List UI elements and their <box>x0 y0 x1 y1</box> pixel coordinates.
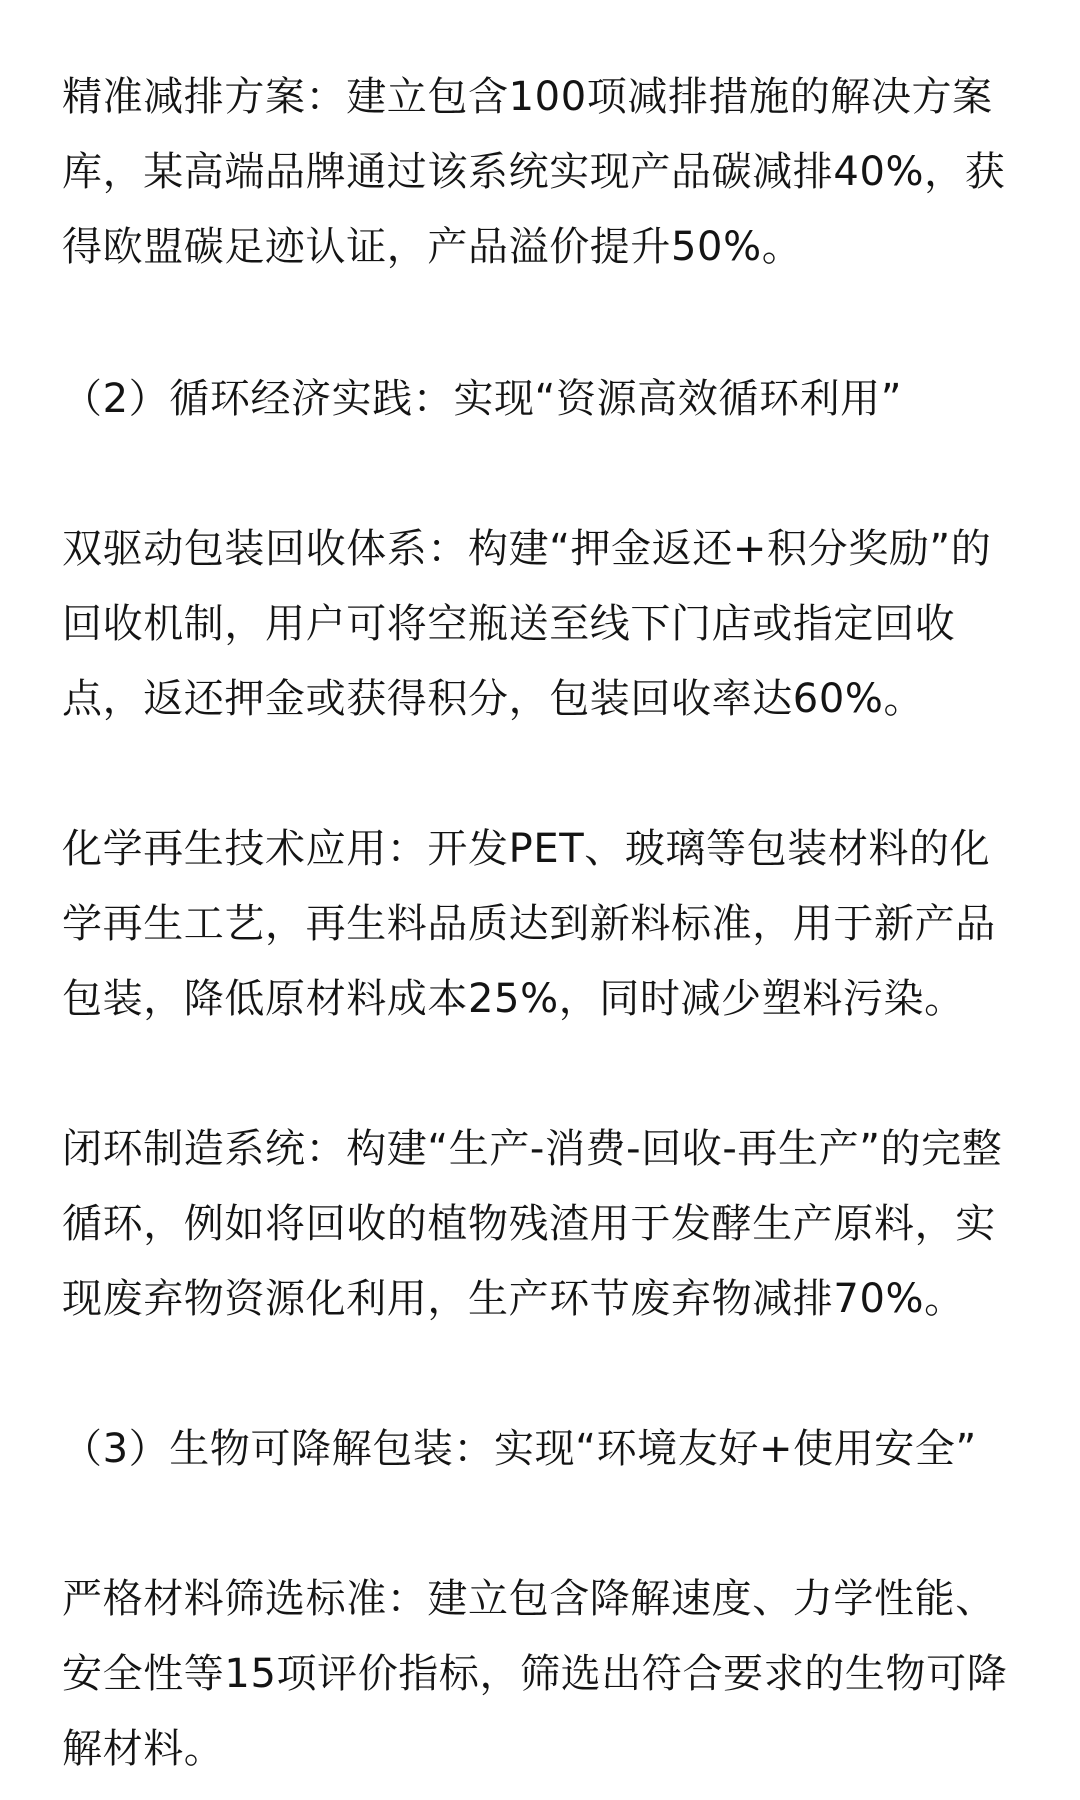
paragraph-closed-loop-manufacturing: 闭环制造系统：构建“生产-消费-回收-再生产”的完整循环，例如将回收的植物残渣用于发酵生产原料，实现废弃物资源化利用，生产环节废弃物减排70%。 <box>62 1126 1003 1322</box>
paragraph-spacer <box>62 437 1010 512</box>
paragraph-spacer <box>62 737 1010 812</box>
paragraph-spacer <box>62 1487 1010 1562</box>
paragraph-material-screening: 严格材料筛选标准：建立包含降解速度、力学性能、安全性等15项评价指标，筛选出符合要求的生物可降解材料。 <box>62 1576 1008 1772</box>
section-heading-biodegradable-packaging: （3）生物可降解包装：实现“环境友好+使用安全” <box>62 1426 977 1472</box>
paragraph-precise-emission-reduction: 精准减排方案：建立包含100项减排措施的解决方案库，某高端品牌通过该系统实现产品碳减排40%，获得欧盟碳足迹认证，产品溢价提升50%。 <box>62 74 1006 270</box>
paragraph-packaging-recycling: 双驱动包装回收体系：构建“押金返还+积分奖励”的回收机制，用户可将空瓶送至线下门店或指定回收点，返还押金或获得积分，包装回收率达60%。 <box>62 526 992 722</box>
paragraph-spacer <box>62 285 1010 362</box>
paragraph-spacer <box>62 1037 1010 1112</box>
paragraph-spacer <box>62 1337 1010 1412</box>
paragraph-chemical-regeneration: 化学再生技术应用：开发PET、玻璃等包装材料的化学再生工艺，再生料品质达到新料标准，用于新产品包装，降低原材料成本25%，同时减少塑料污染。 <box>62 826 996 1022</box>
section-heading-circular-economy: （2）循环经济实践：实现“资源高效循环利用” <box>62 376 903 422</box>
